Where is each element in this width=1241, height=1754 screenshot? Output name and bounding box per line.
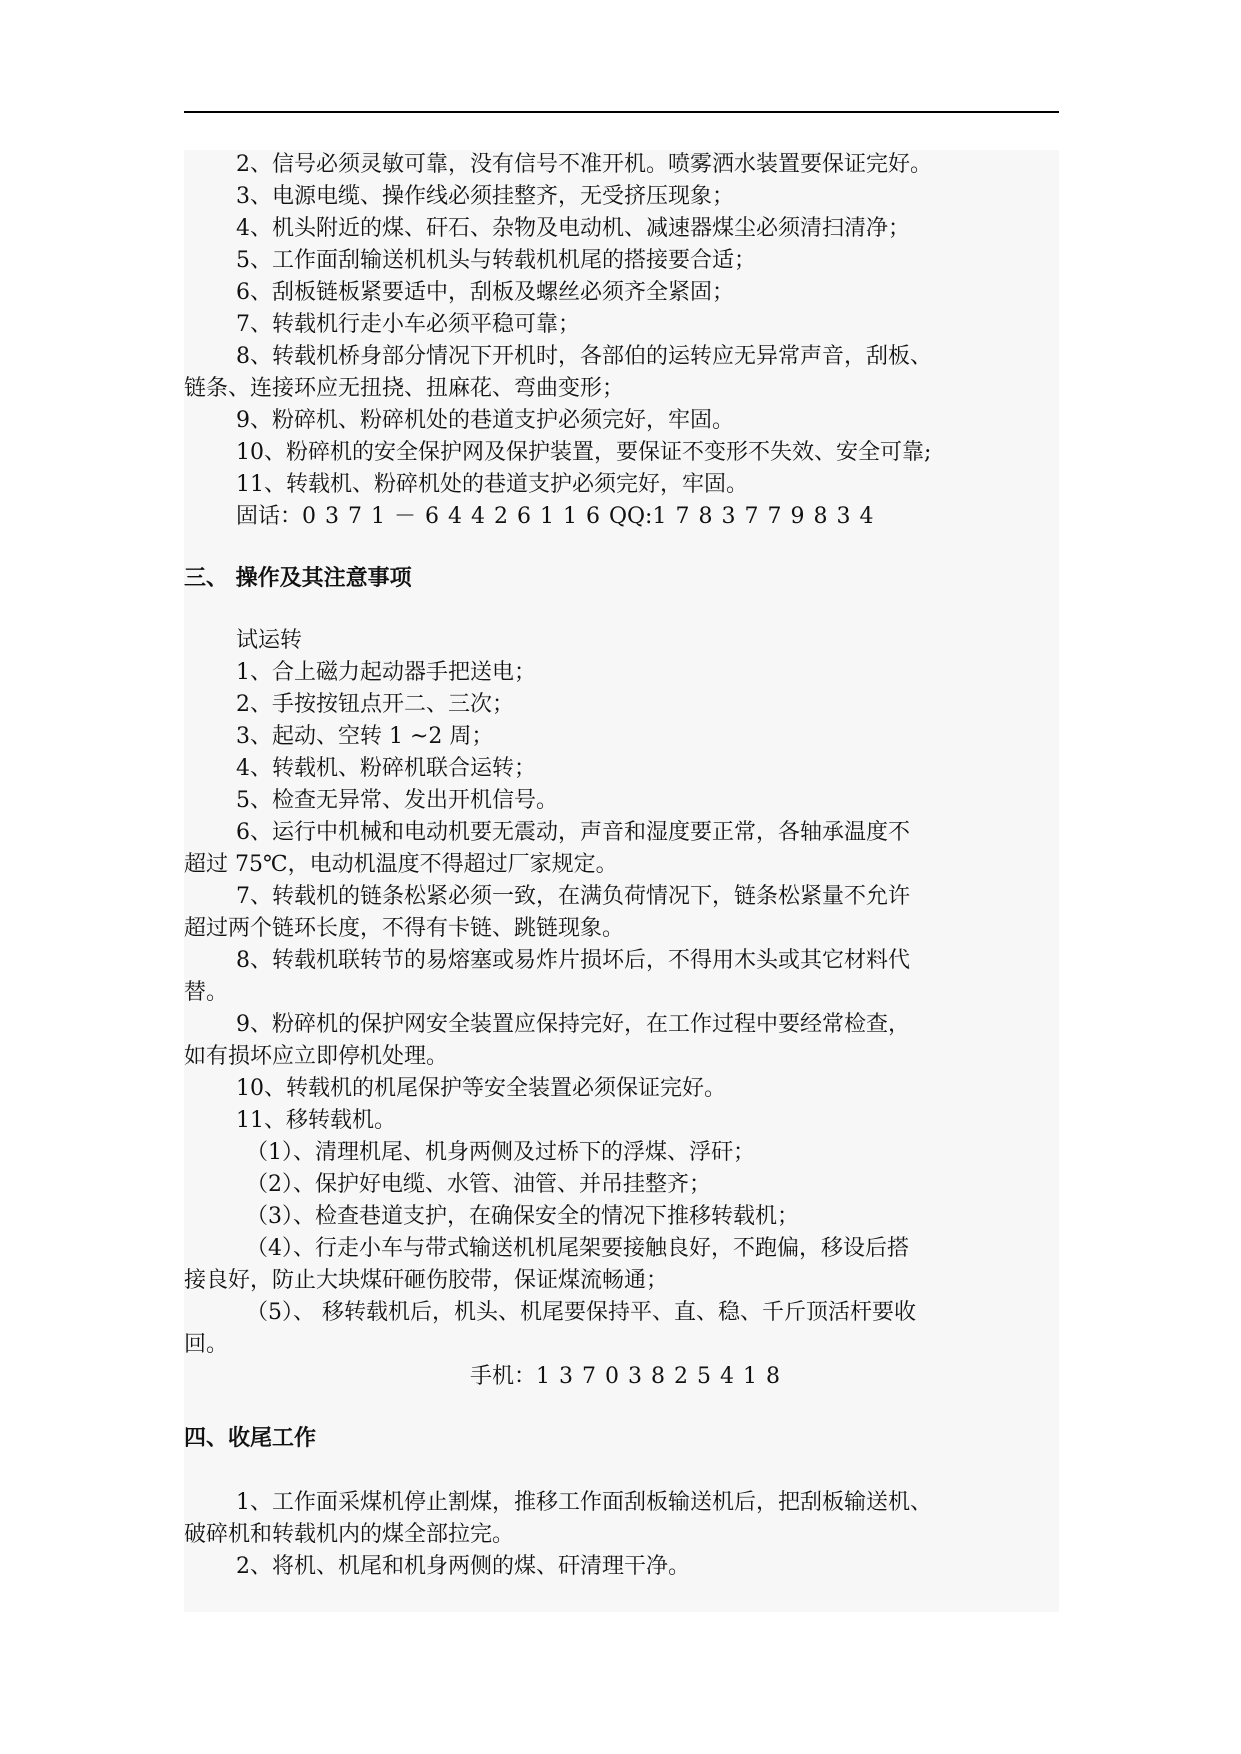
section3-sub-2: （2）、保护好电缆、水管、油管、并吊挂整齐； [246,1172,711,1197]
section2-item-9: 9、粉碎机、粉碎机处的巷道支护必须完好，牢固。 [236,408,734,433]
section3-item-7-line1: 7、转载机的链条松紧必须一致，在满负荷情况下，链条松紧量不允许 [236,884,910,909]
section3-item-2: 2、手按按钮点开二、三次； [236,692,514,717]
section3-item-9-line2: 如有损坏应立即停机处理。 [184,1044,449,1069]
section3-item-1: 1、合上磁力起动器手把送电； [236,660,536,685]
section3-item-10: 10、转载机的机尾保护等安全装置必须保证完好。 [236,1076,726,1101]
section3-sub-5-line2: 回。 [184,1332,229,1357]
section2-item-3: 3、电源电缆、操作线必须挂整齐，无受挤压现象； [236,184,734,209]
section2-item-11: 11、转载机、粉碎机处的巷道支护必须完好，牢固。 [236,472,748,497]
section2-item-4: 4、机头附近的煤、矸石、杂物及电动机、减速器煤尘必须清扫清净； [236,216,910,241]
section3-item-3: 3、起动、空转 1 ~2 周； [236,724,494,749]
document-body [184,150,1059,1612]
section3-item-7-line2: 超过两个链环长度，不得有卡链、跳链现象。 [184,916,625,941]
section3-subheading: 试运转 [236,628,303,653]
section4-item-1-line1: 1、工作面采煤机停止割煤，推移工作面刮板输送机后，把刮板输送机、 [236,1490,932,1515]
section3-item-9-line1: 9、粉碎机的保护网安全装置应保持完好，在工作过程中要经常检查， [236,1012,910,1037]
mobile-label: 手机： [470,1364,537,1389]
section4-item-2: 2、将机、机尾和机身两侧的煤、矸清理干净。 [236,1554,690,1579]
section3-sub-1: （1）、清理机尾、机身两侧及过桥下的浮煤、浮矸； [246,1140,755,1165]
qq-number: 1783779834 [652,504,883,529]
section3-sub-5-line1: （5）、 移转载机后，机头、机尾要保持平、直、稳、千斤顶活杆要收 [246,1300,916,1325]
section4-item-1-line2: 破碎机和转载机内的煤全部拉完。 [184,1522,515,1547]
section3-heading: 三、 操作及其注意事项 [184,566,412,591]
header-rule [184,111,1059,113]
contact-line [236,502,882,532]
landline-number: 0371－64426116 [302,504,609,529]
section2-item-6: 6、刮板链板紧要适中，刮板及螺丝必须齐全紧固； [236,280,734,305]
section2-item-10: 10、粉碎机的安全保护网及保护装置，要保证不变形不失效、安全可靠; [236,440,932,465]
qq-label: QQ: [608,504,653,529]
section4-heading: 四、收尾工作 [184,1426,317,1451]
mobile-number: 13703825418 [536,1364,789,1389]
section2-item-8-line1: 8、转载机桥身部分情况下开机时，各部伯的运转应无异常声音，刮板、 [236,344,932,369]
landline-label: 固话： [236,504,303,529]
mobile-line [470,1362,789,1392]
section3-item-4: 4、转载机、粉碎机联合运转； [236,756,536,781]
section3-item-5: 5、检查无异常、发出开机信号。 [236,788,558,813]
section2-item-7: 7、转载机行走小车必须平稳可靠； [236,312,580,337]
section3-item-8-line2: 替。 [184,980,229,1005]
section3-item-8-line1: 8、转载机联转节的易熔塞或易炸片损坏后，不得用木头或其它材料代 [236,948,910,973]
section3-item-11: 11、移转载机。 [236,1108,396,1133]
section2-item-5: 5、工作面刮输送机机头与转载机机尾的搭接要合适； [236,248,756,273]
section3-item-6-line1: 6、运行中机械和电动机要无震动，声音和湿度要正常，各轴承温度不 [236,820,910,845]
section3-sub-4-line1: （4）、行走小车与带式输送机机尾架要接触良好，不跑偏，移设后搭 [246,1236,909,1261]
section2-item-8-line2: 链条、连接环应无扭挠、扭麻花、弯曲变形； [184,376,625,401]
section3-sub-3: （3）、检查巷道支护，在确保安全的情况下推移转载机； [246,1204,799,1229]
section2-item-2: 2、信号必须灵敏可靠，没有信号不准开机。喷雾洒水装置要保证完好。 [236,152,932,177]
section3-sub-4-line2: 接良好，防止大块煤矸砸伤胶带，保证煤流畅通； [184,1268,669,1293]
section3-item-6-line2: 超过 75℃，电动机温度不得超过厂家规定。 [184,852,618,877]
